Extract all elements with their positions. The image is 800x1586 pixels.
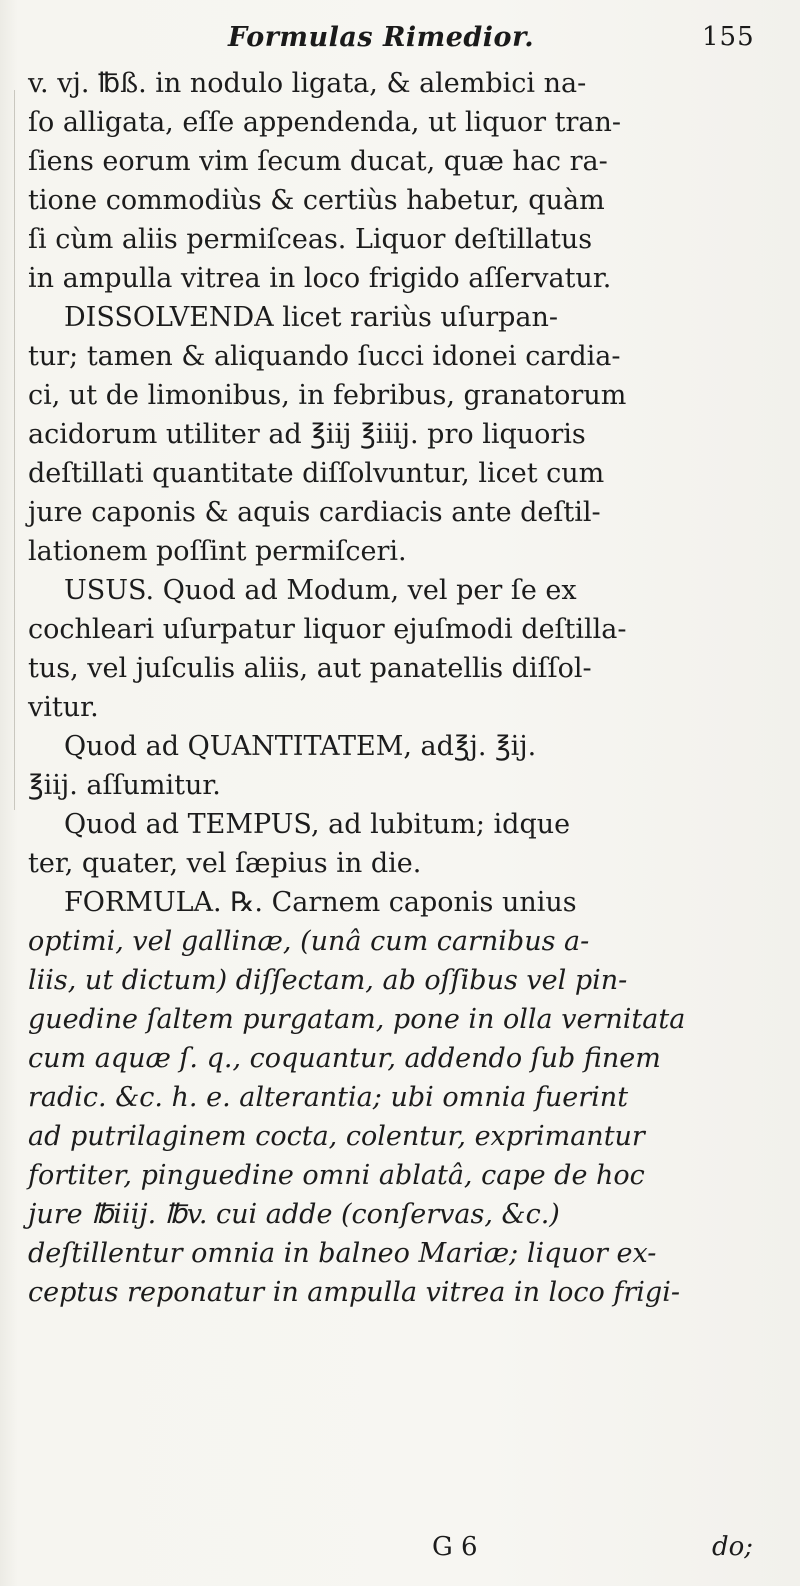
text-line-27: radic. &c. h. e. alterantia; ubi omnia fuerint	[28, 1082, 629, 1113]
text-line-23: optimi, vel gallinæ, (unâ cum carnibus a-	[28, 926, 590, 957]
text-line-19: ℥iij. aſſumitur.	[28, 770, 221, 801]
gutter-shadow-line	[14, 90, 15, 810]
text-line-28: ad putrilaginem cocta, colentur, exprimantur	[28, 1121, 645, 1152]
text-line-8: tur; tamen & aliquando ſucci idonei cardia-	[28, 341, 621, 372]
text-line-26: cum aquæ ſ. q., coquantur, addendo ſub finem	[28, 1043, 661, 1074]
text-line-14-usus: USUS. Quod ad Modum, vel per ſe ex	[64, 575, 577, 606]
text-line-25: guedine ſaltem purgatam, pone in olla vernitata	[28, 1004, 686, 1035]
text-line-6: in ampulla vitrea in loco frigido aſſervatur.	[28, 263, 612, 294]
text-line-4: tione commodiùs & certiùs habetur, quàm	[28, 185, 605, 216]
page-header	[0, 10, 800, 60]
text-line-16: tus, vel juſculis aliis, aut panatellis diſſol-	[28, 653, 592, 684]
text-line-3: ſiens eorum vim ſecum ducat, quæ hac ra-	[28, 146, 608, 177]
text-line-1: v. vj. ℔ß. in nodulo ligata, & alembici na-	[28, 68, 587, 99]
text-line-18-quantitatem: Quod ad QUANTITATEM, ad℥j. ℥ij.	[64, 731, 537, 762]
text-line-30: jure ℔iiij. ℔v. cui adde (conſervas, &c.)	[28, 1199, 560, 1230]
text-line-22-formula: FORMULA. ℞. Carnem caponis unius	[64, 887, 577, 918]
page-number: 155	[702, 22, 755, 52]
text-line-31: deſtillentur omnia in balneo Mariæ; liquor ex-	[28, 1238, 657, 1269]
text-line-12: jure caponis & aquis cardiacis ante deſtil-	[28, 497, 601, 528]
text-line-5: ſi cùm aliis permiſceas. Liquor deſtillatus	[28, 224, 593, 255]
text-line-9: ci, ut de limonibus, in febribus, granatorum	[28, 380, 627, 411]
text-line-2: ſo alligata, eſſe appendenda, ut liquor tran-	[28, 107, 621, 138]
text-line-7-dissolvenda: DISSOLVENDA licet rariùs uſurpan-	[64, 302, 559, 333]
body-text	[28, 64, 778, 1312]
text-line-20-tempus: Quod ad TEMPUS, ad lubitum; idque	[64, 809, 571, 840]
signature-mark: G 6	[432, 1532, 478, 1562]
text-line-10: acidorum utiliter ad ℥iij ℥iiij. pro liquoris	[28, 419, 586, 450]
page-footer	[0, 1532, 800, 1572]
text-line-29: fortiter, pinguedine omni ablatâ, cape de hoc	[28, 1160, 645, 1191]
text-line-13: lationem poſſint permiſceri.	[28, 536, 407, 567]
text-line-17: vitur.	[28, 692, 99, 723]
text-line-24: liis, ut dictum) diſſectam, ab oſſibus vel pin-	[28, 965, 628, 996]
catchword: do;	[712, 1532, 754, 1562]
text-line-32: ceptus reponatur in ampulla vitrea in loco frigi-	[28, 1277, 680, 1308]
text-line-15: cochleari uſurpatur liquor ejuſmodi deſtilla-	[28, 614, 627, 645]
text-line-21: ter, quater, vel ſæpius in die.	[28, 848, 422, 879]
text-line-11: deſtillati quantitate diſſolvuntur, licet cum	[28, 458, 605, 489]
running-head: Formulas Rimedior.	[228, 22, 535, 53]
